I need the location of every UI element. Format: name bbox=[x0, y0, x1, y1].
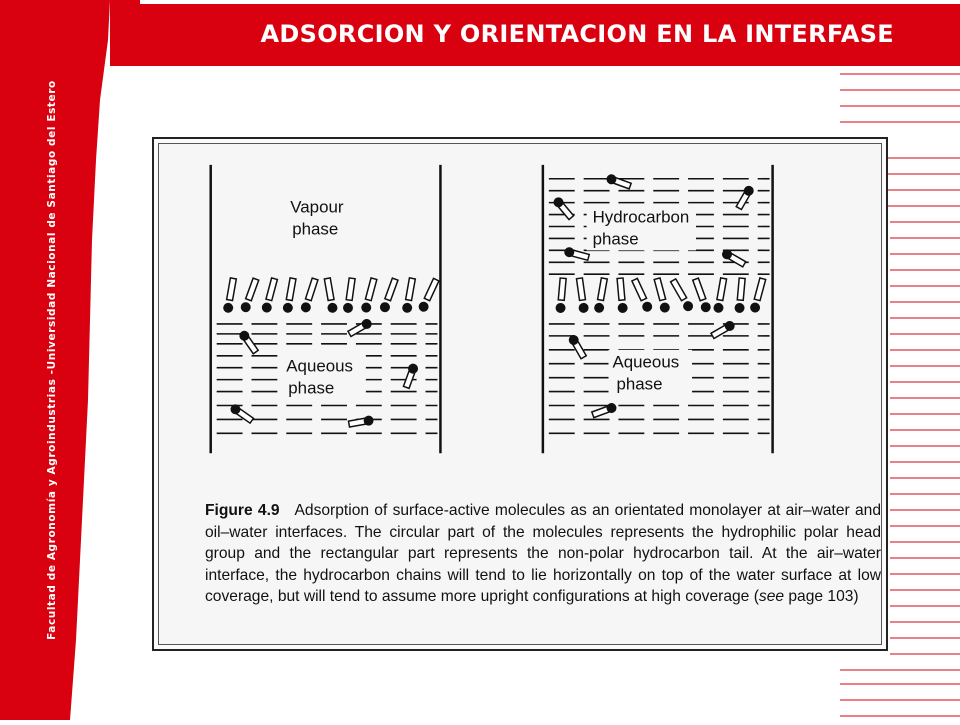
figure-number: Figure 4.9 bbox=[205, 502, 280, 519]
right-upper-label-2: phase bbox=[592, 229, 639, 249]
adsorption-diagram bbox=[159, 144, 881, 484]
sidebar bbox=[0, 0, 110, 720]
faculty-vertical-text: Facultad de Agronomía y Agroindustrias -Universidad Nacional de Santiago del Estero bbox=[46, 80, 58, 640]
figure-caption bbox=[205, 500, 881, 608]
title-bar bbox=[110, 0, 960, 66]
figure-inner bbox=[158, 143, 882, 645]
right-upper-label-1: Hydrocarbon bbox=[592, 207, 690, 227]
left-lower-label-2: phase bbox=[288, 378, 335, 398]
left-lower-label-1: Aqueous bbox=[286, 356, 353, 376]
caption-text: Adsorption of surface-active molecules as an orientated monolayer at air–water and oil–water interfaces. The circular part of the molecules represents the hydrophilic polar head group and the rectangular part represents the non-polar hydrocarbon tail. At the air–water interface, the hydrocarbon chains will tend to lie horizontally on top of the water surface at low coverage, but will tend to assume more upright configurations at high coverage ( bbox=[205, 502, 881, 605]
figure-scan bbox=[152, 137, 888, 651]
caption-tail: page 103) bbox=[784, 588, 859, 605]
caption-see: see bbox=[758, 588, 785, 605]
title-top-strip bbox=[140, 0, 960, 4]
right-lower-label-2: phase bbox=[616, 374, 663, 394]
slide-title: ADSORCION Y ORIENTACION EN LA INTERFASE bbox=[260, 20, 894, 48]
left-upper-label-1: Vapour bbox=[290, 197, 344, 217]
left-upper-label-2: phase bbox=[292, 219, 339, 239]
left-panel bbox=[211, 165, 441, 453]
right-lower-label-1: Aqueous bbox=[612, 352, 680, 372]
right-panel bbox=[543, 165, 773, 453]
